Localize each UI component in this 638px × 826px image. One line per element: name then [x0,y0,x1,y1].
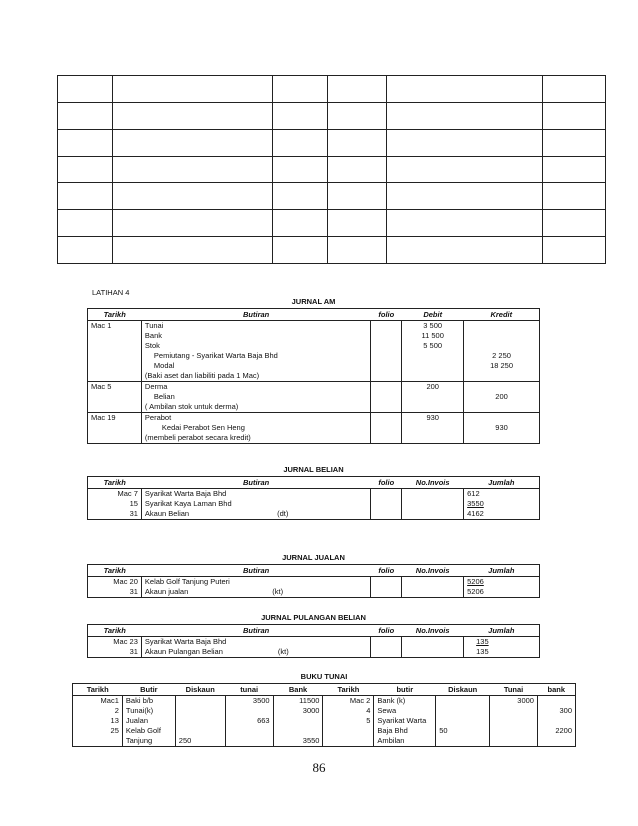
table-row [88,382,540,393]
header-jumlah: Jumlah [464,625,540,637]
table-row [88,647,540,658]
header-no-invois: No.Invois [402,625,464,637]
header-bank: Bank [273,684,323,696]
header-tunai: Tunai [490,684,538,696]
header-butiran: Butiran [141,625,370,637]
entry-note: (kt) [277,647,289,656]
jurnal-jualan-table [87,564,540,598]
entry-date: Mac 20 [88,577,142,588]
entry-date: 15 [88,499,142,509]
diskaun-value [436,716,490,726]
entry-date: Mac 1 [88,321,142,332]
tunai-value [225,726,273,736]
tunai-value: 3000 [490,696,538,707]
entry-desc: Kelab Golf Tanjung Puteri [141,577,370,588]
table-row [73,696,576,707]
entry-desc: Jualan [122,716,175,726]
table-row [73,726,576,736]
entry-line: Belian [141,392,370,402]
entry-desc: Akaun Belian [144,509,190,518]
entry-date: 31 [88,587,142,598]
entry-note: (Baki aset dan liabiliti pada 1 Mac) [141,371,370,382]
bank-value: 2200 [537,726,575,736]
entry-date [323,726,374,736]
header-tarikh: Tarikh [323,684,374,696]
amount-value: 5206 [464,587,540,598]
table-row [88,351,540,361]
header-butiran: Butiran [141,565,370,577]
jurnal-belian-title: JURNAL BELIAN [283,465,344,474]
header-diskaun: Diskaun [436,684,490,696]
entry-desc: Baki b/b [122,696,175,707]
jurnal-jualan-title: JURNAL JUALAN [282,553,345,562]
diskaun-value [436,696,490,707]
entry-date [73,736,123,747]
entry-date: Mac 2 [323,696,374,707]
entry-date: Mac1 [73,696,123,707]
entry-note: (membeli perabot secara kredit) [141,433,370,444]
table-row [73,736,576,747]
entry-desc-cell [141,647,370,658]
amount-value: 3550 [464,499,540,509]
table-row [88,423,540,433]
table-row [88,637,540,648]
header-tarikh: Tarikh [88,625,142,637]
header-folio: folio [371,565,402,577]
entry-desc: Bank (k) [374,696,436,707]
amount-value: 612 [464,489,540,500]
table-row [88,361,540,371]
bank-value [537,736,575,747]
entry-line: Stok [141,341,370,351]
entry-desc: Akaun jualan [144,587,189,596]
entry-desc: Akaun Pulangan Belian [144,647,223,656]
diskaun-value [436,706,490,716]
header-diskaun: Diskaun [175,684,225,696]
entry-desc-cell [141,489,370,500]
tunai-value: 663 [225,716,273,726]
entry-date: Mac 7 [88,489,142,500]
entry-date: 25 [73,726,123,736]
tunai-value: 3500 [225,696,273,707]
bank-value [273,716,323,726]
tunai-value [225,736,273,747]
tunai-value [490,726,538,736]
table-row [88,587,540,598]
amount-value: 135 [464,647,540,658]
entry-desc-cell [141,509,370,520]
debit-value: 930 [402,413,464,424]
bank-value: 11500 [273,696,323,707]
header-butir: butir [374,684,436,696]
header-jumlah: Jumlah [464,565,540,577]
table-row [58,210,606,237]
tunai-value [490,716,538,726]
tunai-value [490,706,538,716]
entry-desc: Syarikat Warta Baja Bhd [144,489,227,498]
buku-tunai-table [72,683,576,747]
table-row [88,509,540,520]
tunai-value [490,736,538,747]
entry-desc: Syarikat Kaya Laman Bhd [144,499,232,508]
header-kredit: Kredit [464,309,540,321]
header-tarikh: Tarikh [88,565,142,577]
diskaun-value [175,706,225,716]
jurnal-am-title: JURNAL AM [291,297,336,306]
debit-value: 5 500 [402,341,464,351]
entry-line: Perabot [141,413,370,424]
table-row [88,433,540,444]
entry-desc: Tanjung [122,736,175,747]
entry-date: Mac 23 [88,637,142,648]
jurnal-belian-table [87,476,540,520]
page-number: 86 [312,760,326,775]
jurnal-pulangan-table [87,624,540,658]
diskaun-value [175,716,225,726]
exercise-label: LATIHAN 4 [92,288,130,297]
diskaun-value [436,736,490,747]
jurnal-pulangan-title: JURNAL PULANGAN BELIAN [261,613,366,622]
entry-date: Mac 5 [88,382,142,393]
table-row [88,577,540,588]
table-row [58,102,606,129]
header-jumlah: Jumlah [464,477,540,489]
entry-date: 31 [88,647,142,658]
entry-date: 13 [73,716,123,726]
table-row [88,489,540,500]
entry-note: ( Ambilan stok untuk derma) [141,402,370,413]
amount-value: 5206 [464,577,540,588]
entry-line: Modal [141,361,370,371]
entry-desc: Tunai(k) [122,706,175,716]
bank-value [273,726,323,736]
entry-line: Tunai [141,321,370,332]
diskaun-value: 50 [436,726,490,736]
header-tarikh: Tarikh [88,477,142,489]
kredit-value: 18 250 [464,361,540,371]
table-row [88,321,540,332]
table-row [58,156,606,183]
diskaun-value: 250 [175,736,225,747]
header-butiran: Butiran [141,309,370,321]
entry-desc: Baja Bhd [374,726,436,736]
debit-value: 3 500 [402,321,464,332]
table-row [88,402,540,413]
bank-value: 3000 [273,706,323,716]
entry-desc: Kelab Golf [122,726,175,736]
table-row [88,392,540,402]
debit-value: 200 [402,382,464,393]
entry-date: Mac 19 [88,413,142,424]
table-row [58,237,606,264]
entry-line: Derma [141,382,370,393]
table-row [88,499,540,509]
entry-date: 5 [323,716,374,726]
entry-note: (dt) [277,509,289,518]
bank-value: 300 [537,706,575,716]
jurnal-am-table [87,308,540,444]
entry-desc-cell [141,587,370,598]
header-butiran: Butiran [141,477,370,489]
amount-value: 4162 [464,509,540,520]
entry-desc-cell [141,499,370,509]
table-row [88,413,540,424]
bank-value: 3550 [273,736,323,747]
header-tunai: tunai [225,684,273,696]
entry-desc: Sewa [374,706,436,716]
header-no-invois: No.Invois [402,477,464,489]
diskaun-value [175,696,225,707]
buku-tunai-title: BUKU TUNAI [300,672,348,681]
entry-desc: Syarikat Warta Baja Bhd [141,637,370,648]
bank-value [537,696,575,707]
table-row [58,76,606,103]
entry-date: 31 [88,509,142,520]
table-row [88,341,540,351]
diskaun-value [175,726,225,736]
debit-value: 11 500 [402,331,464,341]
header-debit: Debit [402,309,464,321]
tunai-value [225,706,273,716]
entry-line: Bank [141,331,370,341]
entry-line: Kedai Perabot Sen Heng [141,423,370,433]
header-tarikh: Tarikh [88,309,142,321]
header-folio: folio [371,625,402,637]
entry-desc: Ambilan [374,736,436,747]
entry-note: (kt) [272,587,284,596]
kredit-value: 200 [464,392,540,402]
table-row [88,331,540,341]
amount-value: 135 [464,637,540,648]
header-no-invois: No.Invois [402,565,464,577]
kredit-value: 2 250 [464,351,540,361]
entry-date: 4 [323,706,374,716]
table-row [73,716,576,726]
table-row [88,371,540,382]
bank-value [537,716,575,726]
entry-desc: Syarikat Warta [374,716,436,726]
kredit-value: 930 [464,423,540,433]
header-butir: Butir [122,684,175,696]
empty-grid-table [57,75,606,264]
entry-date: 2 [73,706,123,716]
table-row [58,183,606,210]
header-tarikh: Tarikh [73,684,123,696]
header-folio: folio [371,477,402,489]
table-row [73,706,576,716]
entry-date [323,736,374,747]
header-folio: folio [371,309,402,321]
table-row [58,129,606,156]
header-bank: bank [537,684,575,696]
entry-line: Pemiutang - Syarikat Warta Baja Bhd [141,351,370,361]
